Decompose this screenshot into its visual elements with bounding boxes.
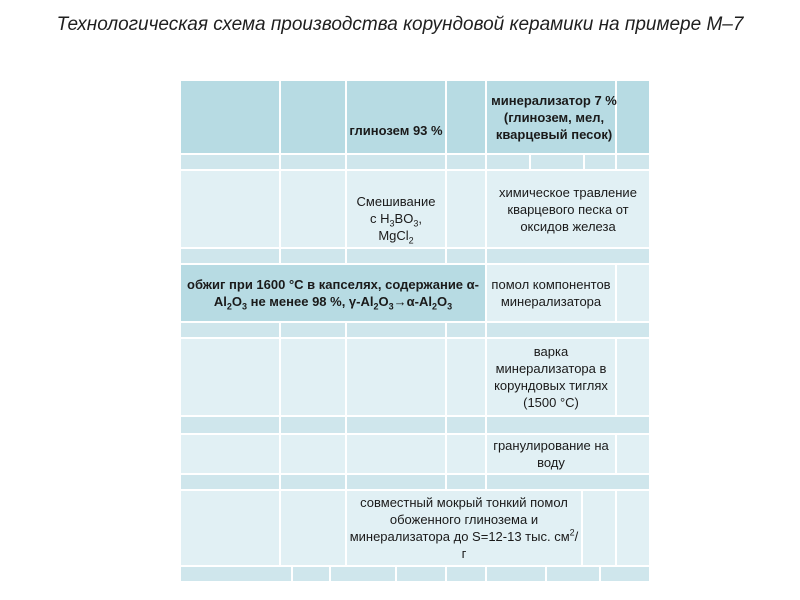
table-cell — [280, 490, 346, 566]
table-cell — [530, 154, 584, 170]
table-cell — [486, 566, 546, 582]
table-cell — [280, 248, 346, 264]
subscript: 3 — [389, 218, 395, 229]
table-cell — [616, 264, 650, 322]
table-cell — [446, 416, 486, 434]
table-cell — [446, 474, 486, 490]
table-cell — [280, 170, 346, 248]
table-cell — [616, 338, 650, 416]
table-cell — [180, 490, 280, 566]
header-alumina: глинозем 93 % — [349, 122, 443, 138]
subscript: 2 — [408, 235, 414, 246]
step-firing-text: O — [378, 294, 389, 309]
step-firing-text: обжиг при 1600 °С в капселях, содержание α-Al — [187, 277, 479, 309]
table-cell — [446, 338, 486, 416]
table-cell — [616, 434, 650, 474]
step-firing — [182, 266, 484, 320]
table-cell — [600, 566, 650, 582]
page-title: Технологическая схема производства корундовой керамики на примере М–7 — [56, 14, 744, 35]
table-cell — [292, 566, 330, 582]
table-cell — [346, 248, 446, 264]
table-cell — [180, 248, 280, 264]
step-wet-milling — [346, 492, 582, 564]
table-cell — [486, 322, 650, 338]
table-cell — [346, 474, 446, 490]
process-scheme-table — [180, 80, 650, 582]
table-cell — [346, 322, 446, 338]
table-cell — [180, 434, 280, 474]
step-melting: варка минерализатора в корундовых тиглях (1500 °С) — [494, 344, 608, 410]
step-firing-text: O — [231, 294, 242, 309]
subscript: 3 — [388, 301, 394, 312]
step-mixing-text: BO — [394, 210, 414, 226]
table-cell — [446, 434, 486, 474]
step-mixing-text: , — [418, 210, 422, 226]
table-cell — [486, 416, 650, 434]
subscript: 2 — [373, 301, 379, 312]
table-cell — [180, 170, 280, 248]
table-cell — [616, 154, 650, 170]
subscript: 3 — [447, 301, 453, 312]
table-cell — [180, 416, 280, 434]
table-cell — [180, 80, 280, 154]
table-cell — [346, 154, 446, 170]
step-mixing-text: с H — [370, 210, 390, 226]
table-cell — [446, 322, 486, 338]
table-cell — [280, 434, 346, 474]
table-cell — [486, 154, 530, 170]
table-cell — [546, 566, 600, 582]
table-cell — [330, 566, 396, 582]
table-cell — [446, 154, 486, 170]
table-cell — [280, 338, 346, 416]
table-cell — [446, 248, 486, 264]
table-cell — [180, 338, 280, 416]
step-mixing-text: MgCl — [378, 227, 409, 243]
header-mineralizer: минерализатор 7 % (глинозем, мел, кварцевый песок) — [491, 92, 617, 142]
table-cell — [486, 474, 650, 490]
table-cell — [280, 474, 346, 490]
step-etching: химическое травление кварцевого песка от оксидов железа — [499, 184, 637, 234]
step-granulation: гранулирование на воду — [493, 438, 609, 470]
step-mixing-line1: Смешивание — [356, 193, 436, 209]
table-cell — [180, 566, 292, 582]
table-cell — [280, 322, 346, 338]
table-cell — [446, 170, 486, 248]
step-wet-milling-text: совместный мокрый тонкий помол обоженного глинозема и минерализатора до S=12-13 тыс. см — [349, 495, 570, 544]
table-cell — [346, 434, 446, 474]
table-cell — [446, 566, 486, 582]
step-firing-text: O — [437, 294, 448, 309]
subscript: 3 — [413, 218, 419, 229]
subscript: 3 — [241, 301, 247, 312]
table-cell — [582, 490, 616, 566]
table-cell — [280, 80, 346, 154]
superscript: 2 — [569, 527, 575, 538]
subscript: 2 — [226, 301, 232, 312]
table-cell — [396, 566, 446, 582]
table-cell — [346, 338, 446, 416]
table-cell — [616, 490, 650, 566]
table-cell — [180, 154, 280, 170]
step-firing-text: →α-Al — [393, 294, 432, 309]
table-cell — [180, 474, 280, 490]
step-mixing — [346, 188, 446, 248]
table-cell — [446, 80, 486, 154]
table-cell — [584, 154, 616, 170]
subscript: 2 — [431, 301, 437, 312]
table-cell — [180, 322, 280, 338]
table-cell — [280, 154, 346, 170]
table-cell — [346, 416, 446, 434]
step-milling: помол компонентов минерализатора — [491, 277, 611, 309]
step-wet-milling-unit: /г — [461, 529, 579, 561]
table-cell — [280, 416, 346, 434]
table-cell — [486, 248, 650, 264]
step-firing-text: не менее 98 %, γ-Al — [247, 294, 374, 309]
